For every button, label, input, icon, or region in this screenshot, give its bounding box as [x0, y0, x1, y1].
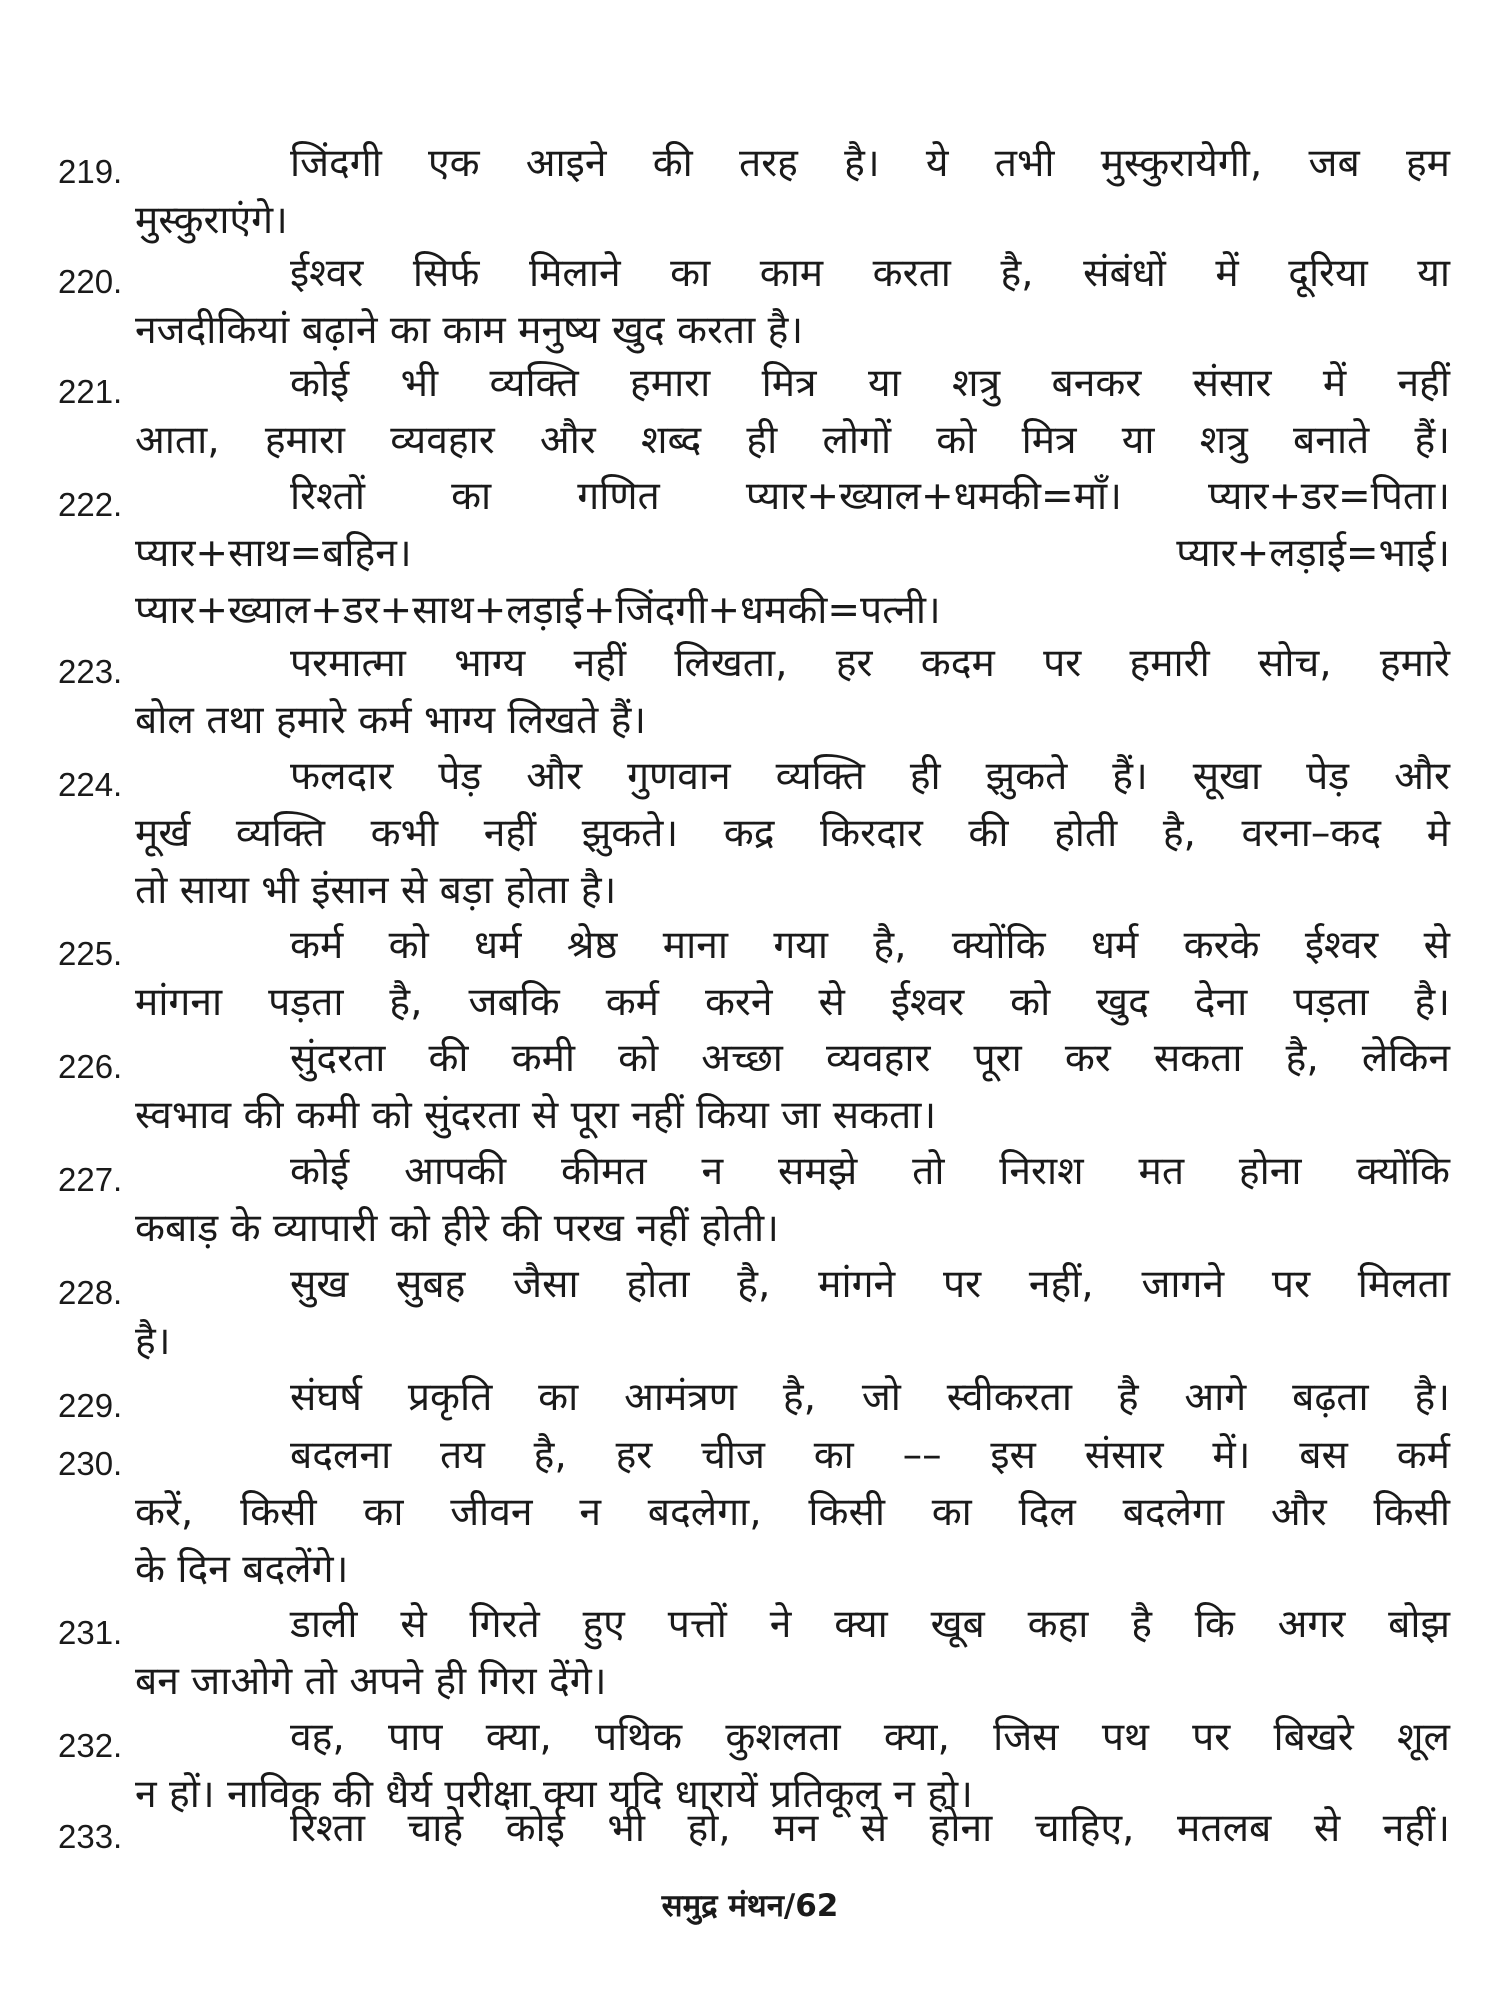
entry-line: फलदार पेड़ और गुणवान व्यक्ति ही झुकते हैं। सूखा पेड़ और: [290, 754, 1450, 799]
entry-line: वह, पाप क्या, पथिक कुशलता क्या, जिस पथ पर बिखरे शूल: [290, 1715, 1450, 1760]
entry-number: 227.: [58, 1161, 123, 1198]
entry-number: 222.: [58, 486, 123, 523]
entry-line: कर्म को धर्म श्रेष्ठ माना गया है, क्योंकि धर्म करके ईश्वर से: [290, 923, 1450, 968]
entry-line: सुंदरता की कमी को अच्छा व्यवहार पूरा कर सकता है, लेकिन: [290, 1036, 1450, 1081]
entry-line: मांगना पड़ता है, जबकि कर्म करने से ईश्वर को खुद देना पड़ता है।: [135, 980, 1450, 1025]
entry-number: 224.: [58, 766, 123, 803]
entry-line: कबाड़ के व्यापारी को हीरे की परख नहीं होती।: [135, 1206, 779, 1251]
entry-line: डाली से गिरते हुए पत्तों ने क्या खूब कहा है कि अगर बोझ: [290, 1602, 1450, 1647]
entry-line: रिश्ता चाहे कोई भी हो, मन से होना चाहिए, मतलब से नहीं।: [290, 1806, 1450, 1851]
entry-line: सुख सुबह जैसा होता है, मांगने पर नहीं, जागने पर मिलता: [290, 1262, 1450, 1307]
entry-line: बन जाओगे तो अपने ही गिरा देंगे।: [135, 1659, 607, 1704]
entry-line: प्यार+ख्याल+डर+साथ+लड़ाई+जिंदगी+धमकी=पत्नी।: [135, 588, 941, 633]
entry-line: है।: [135, 1319, 171, 1364]
entry-line: कोई भी व्यक्ति हमारा मित्र या शत्रु बनकर संसार में नहीं: [290, 361, 1450, 406]
entry-number: 233.: [58, 1818, 123, 1855]
entry-line: मुस्कुराएंगे।: [135, 198, 288, 243]
entry-number: 229.: [58, 1387, 123, 1424]
entry-number: 219.: [58, 153, 123, 190]
entry-line: रिश्तों का गणित प्यार+ख्याल+धमकी=माँ। प्यार+डर=पिता।: [290, 474, 1450, 519]
entry-number: 223.: [58, 653, 123, 690]
entry-number: 226.: [58, 1048, 123, 1085]
entry-number: 228.: [58, 1274, 123, 1311]
entry-line: प्यार+लड़ाई=भाई।: [1176, 531, 1450, 576]
entry-line: मूर्ख व्यक्ति कभी नहीं झुकते। कद्र किरदार की होती है, वरना–कद मे: [135, 811, 1450, 856]
entry-line: तो साया भी इंसान से बड़ा होता है।: [135, 868, 617, 913]
entry-number: 225.: [58, 935, 123, 972]
entry-line: करें, किसी का जीवन न बदलेगा, किसी का दिल बदलेगा और किसी: [135, 1490, 1450, 1535]
entry-line: कोई आपकी कीमत न समझे तो निराश मत होना क्योंकि: [290, 1149, 1450, 1194]
entry-line: बोल तथा हमारे कर्म भाग्य लिखते हैं।: [135, 698, 647, 743]
entry-number: 220.: [58, 263, 123, 300]
entry-number: 221.: [58, 373, 123, 410]
entry-line: संघर्ष प्रकृति का आमंत्रण है, जो स्वीकरता है आगे बढ़ता है।: [290, 1375, 1450, 1420]
entry-line: नजदीकियां बढ़ाने का काम मनुष्य खुद करता है।: [135, 308, 804, 353]
page-footer: समुद्र मंथन/62: [661, 1888, 839, 1924]
entry-line: न हों। नाविक की धैर्य परीक्षा क्या यदि धारायें प्रतिकूल न हो।: [135, 1772, 973, 1817]
entry-number: 232.: [58, 1727, 123, 1764]
entry-line: परमात्मा भाग्य नहीं लिखता, हर कदम पर हमारी सोच, हमारे: [290, 641, 1450, 686]
entry-line: स्वभाव की कमी को सुंदरता से पूरा नहीं किया जा सकता।: [135, 1093, 937, 1138]
entry-line: के दिन बदलेंगे।: [135, 1547, 349, 1592]
entry-number: 230.: [58, 1445, 123, 1482]
entry-line: जिंदगी एक आइने की तरह है। ये तभी मुस्कुरायेगी, जब हम: [290, 141, 1450, 186]
entry-line: आता, हमारा व्यवहार और शब्द ही लोगों को मित्र या शत्रु बनाते हैं।: [135, 418, 1450, 463]
entry-line: ईश्वर सिर्फ मिलाने का काम करता है, संबंधों में दूरिया या: [290, 251, 1450, 296]
entry-line: प्यार+साथ=बहिन।: [135, 531, 412, 576]
entry-number: 231.: [58, 1614, 123, 1651]
entry-line: बदलना तय है, हर चीज का –– इस संसार में। बस कर्म: [290, 1433, 1450, 1478]
